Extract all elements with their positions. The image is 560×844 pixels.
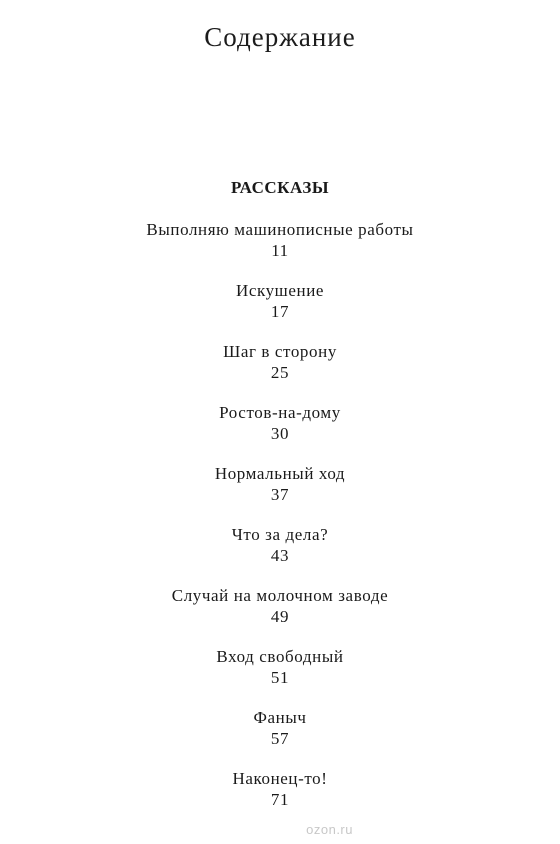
- toc-entry-title: Шаг в сторону: [223, 342, 337, 361]
- toc-entry-title: Выполняю машинописные работы: [146, 220, 414, 239]
- toc-entry-title: Вход свободный: [216, 647, 344, 666]
- toc-entry: [0, 402, 560, 463]
- toc-entry-title: Искушение: [235, 281, 325, 300]
- toc-entry-title: Ростов-на-дому: [219, 403, 341, 422]
- toc-entry-page: 49: [270, 607, 290, 626]
- toc-entry-page: 57: [270, 729, 290, 748]
- watermark: ozon.ru: [306, 822, 353, 837]
- toc-entry-title: Что за дела?: [231, 525, 329, 544]
- toc-entry: [0, 463, 560, 524]
- toc-entry-page: 37: [270, 485, 290, 504]
- toc-entry-page: 11: [271, 241, 289, 260]
- toc-entry-title: Фаныч: [253, 708, 307, 727]
- toc-entry-title: Случай на молочном заводе: [171, 586, 389, 605]
- toc-entry: [0, 646, 560, 707]
- toc-entry: [0, 585, 560, 646]
- toc-entry-page: 43: [270, 546, 290, 565]
- toc-entry-title: Нормальный ход: [214, 464, 346, 483]
- toc-entry-page: 51: [270, 668, 290, 687]
- toc-entry: [0, 707, 560, 768]
- toc-entry-page: 30: [270, 424, 290, 443]
- toc-entry-page: 17: [270, 302, 290, 321]
- toc-entry: [0, 219, 560, 280]
- page-title: Содержание: [204, 22, 356, 52]
- section-heading: РАССКАЗЫ: [230, 178, 330, 197]
- toc-entry-title: Наконец-то!: [232, 769, 328, 788]
- toc-entry: [0, 341, 560, 402]
- table-of-contents: [0, 219, 560, 829]
- toc-entry: [0, 524, 560, 585]
- toc-entry-page: 71: [270, 790, 290, 809]
- toc-entry-page: 25: [270, 363, 290, 382]
- toc-entry: [0, 768, 560, 829]
- toc-entry: [0, 280, 560, 341]
